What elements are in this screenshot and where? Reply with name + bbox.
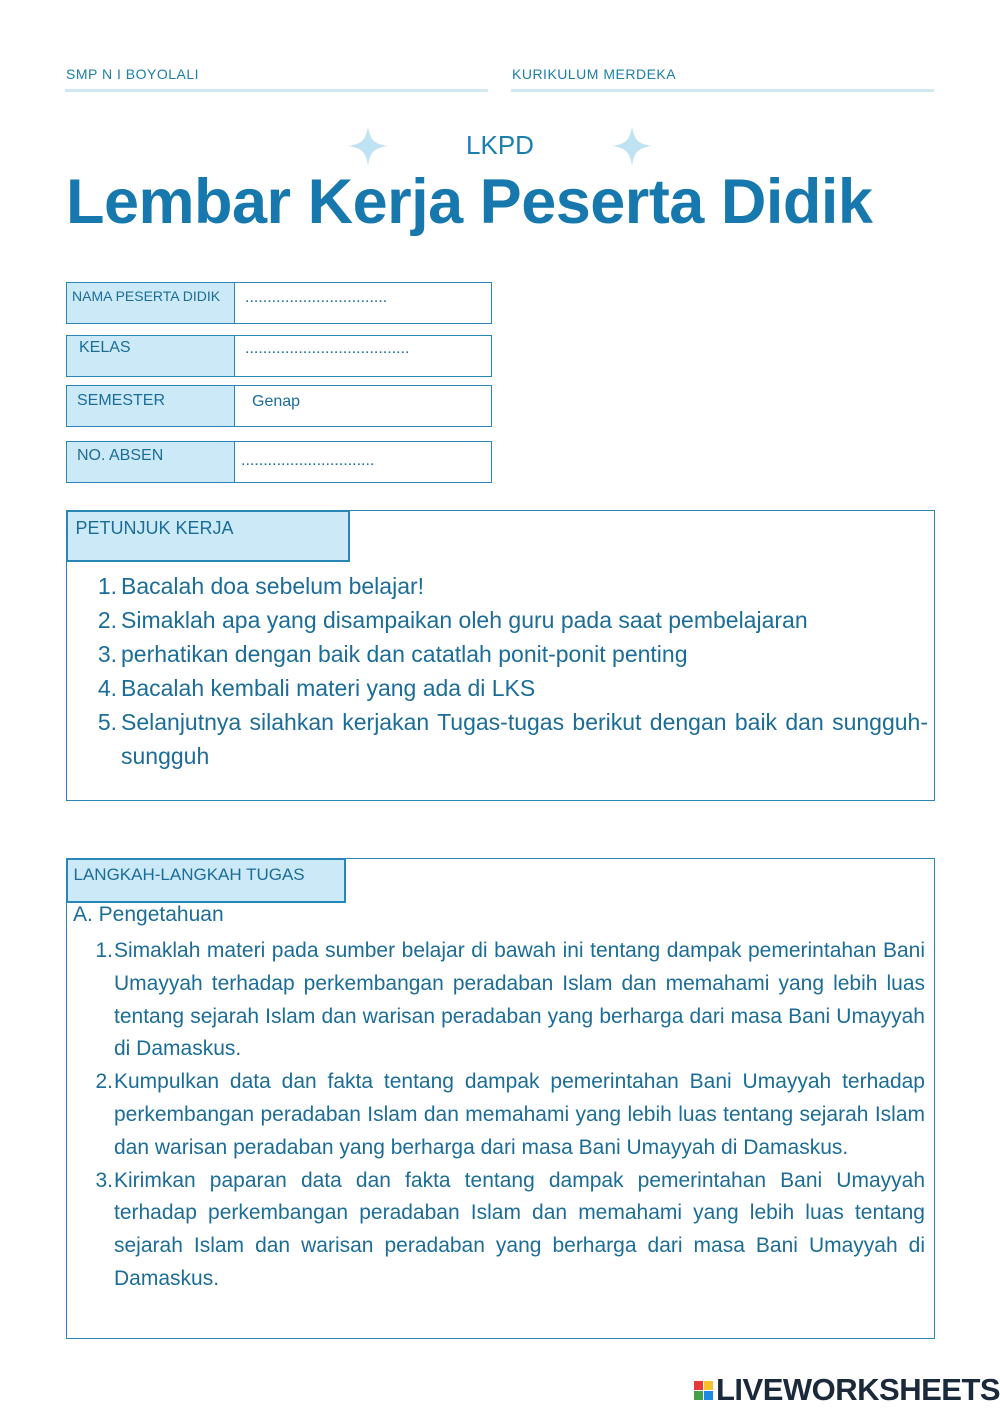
nama-input[interactable]: ................................	[245, 289, 388, 306]
liveworksheets-logo[interactable]	[694, 1372, 1000, 1408]
list-item	[87, 637, 928, 671]
list-number: 1.	[95, 939, 113, 962]
list-number: 2.	[97, 607, 117, 633]
list-item	[87, 1066, 925, 1164]
list-item	[87, 671, 928, 705]
langkah-heading: LANGKAH-LANGKAH TUGAS	[66, 858, 346, 903]
field-label: NO. ABSEN	[67, 442, 235, 482]
list-text: Kumpulkan data dan fakta tentang dampak pemerintahan Bani Umayyah terhadap perkembangan peradaban Islam dan memahami yang lebih luas tentang sejarah Islam dan warisan peradaban yang berharga dari masa Bani Umayyah di Damaskus.	[114, 1070, 925, 1159]
list-item	[87, 569, 928, 603]
field-label: NAMA PESERTA DIDIK	[67, 283, 235, 323]
field-no-absen	[66, 441, 492, 483]
petunjuk-kerja-box	[66, 510, 935, 801]
school-name: SMP N I BOYOLALI	[66, 66, 200, 82]
field-semester	[66, 385, 492, 427]
list-number: 3.	[97, 641, 117, 667]
field-label: SEMESTER	[67, 386, 235, 426]
watermark-brand: LIVEWORKSHEETS	[716, 1372, 1000, 1407]
list-number: 4.	[97, 675, 117, 701]
field-nama-peserta-didik	[66, 282, 492, 324]
field-kelas	[66, 335, 492, 377]
list-item	[87, 603, 928, 637]
list-text: perhatikan dengan baik dan catatlah ponit-ponit penting	[121, 641, 688, 667]
list-text: Simaklah apa yang disampaikan oleh guru pada saat pembelajaran	[121, 607, 808, 633]
list-number: 3.	[95, 1168, 113, 1192]
petunjuk-list	[87, 569, 928, 773]
langkah-tugas-box	[66, 858, 935, 1339]
semester-value[interactable]: Genap	[252, 393, 301, 410]
section-title: A. Pengetahuan	[73, 903, 224, 926]
header-divider-left	[65, 89, 488, 92]
list-text: Selanjutnya silahkan kerjakan Tugas-tugas berikut dengan baik dan sungguh-sungguh	[121, 709, 928, 769]
field-label: KELAS	[67, 336, 235, 376]
list-text: Kirimkan paparan data dan fakta tentang dampak pemerintahan Bani Umayyah terhadap perkembangan peradaban Islam dan memahami yang lebih luas tentang sejarah Islam dan warisan peradaban yang berharga dari masa Bani Umayyah di Damaskus.	[114, 1168, 925, 1290]
header-divider-right	[511, 89, 934, 92]
curriculum-label: KURIKULUM MERDEKA	[512, 66, 677, 82]
petunjuk-heading: PETUNJUK KERJA	[66, 510, 350, 562]
absen-input[interactable]: ..............................	[241, 452, 375, 469]
kelas-input[interactable]: .....................................	[245, 340, 410, 357]
list-item	[87, 705, 928, 773]
list-text: Bacalah doa sebelum belajar!	[121, 573, 425, 599]
tugas-list	[87, 935, 925, 1296]
list-number: 1.	[97, 573, 117, 599]
page-title: Lembar Kerja Peserta Didik	[66, 167, 873, 237]
liveworksheets-logo-icon	[694, 1381, 713, 1400]
list-item	[87, 1165, 925, 1296]
list-text: Bacalah kembali materi yang ada di LKS	[121, 675, 536, 701]
list-number: 5.	[97, 709, 117, 735]
list-item	[87, 935, 925, 1066]
list-text: Simaklah materi pada sumber belajar di bawah ini tentang dampak pemerintahan Bani Umayyah terhadap perkembangan peradaban Islam dan memahami yang lebih luas tentang sejarah Islam dan warisan peradaban yang berharga dari masa Bani Umayyah di Damaskus.	[114, 939, 925, 1061]
document-kicker: LKPD	[466, 130, 534, 160]
list-number: 2.	[95, 1070, 113, 1094]
